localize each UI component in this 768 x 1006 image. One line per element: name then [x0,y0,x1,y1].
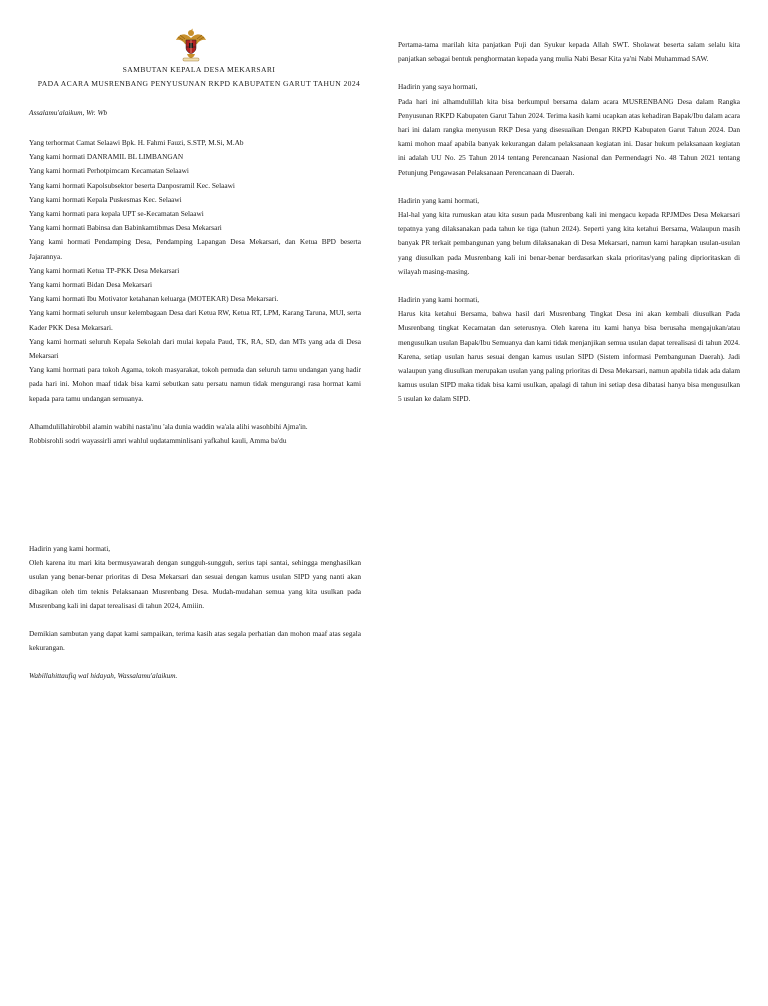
opening-salutation: Assalamu'alaikum, Wr. Wb [29,108,108,117]
section-heading: Hadirin yang kami hormati, [398,195,480,205]
paragraph-purpose: Pada hari ini alhamdulillah kita bisa berkumpul bersama dalam acara MUSRENBANG Desa dalam Rangka Penyusunan RKPD Kabupaten Garut Tahun 2024. Terima kasih kami ucapkan atas kehadiran Bapak/Ibu dalam acara hari ini dalam rangka menyusun RKP Desa yang disesuaikan Dengan RKPD Kabupaten Garut Tahun 2024. Dan kami mohon maaf apabila banyak kekurangan dalam pelaksanaan kegiatan ini. Dasar hukum pelaksanaan kegiatan ini adalah UU No. 25 Tahun 2014 tentang Perencanaan Nasional dan Permendagri No. 48 Tahun 2021 tentang Petunjung Pengawasan Pelaksanaan Perencanaan di Daerah. [398,96,740,177]
greeting-line: Yang terhormat Camat Selaawi Bpk. H. Fahmi Fauzi, S.STP, M.Si, M.Ab [29,138,244,147]
greeting-line: Yang kami hormati seluruh Kepala Sekolah dari mulai kepala Paud, TK, RA, SD, dan MTs yang ada di Desa Mekarsari [29,336,361,361]
paragraph-sipd: Harus kita ketahui Bersama, bahwa hasil dari Musrenbang Tingkat Desa ini akan kembali diusulkan Pada Musrenbang tingkat Kecamatan dan seterusnya. Oleh karena itu kami hanya bisa berusaha mengajukan/atau mengusulkan usulan Bapak/Ibu Semuanya dan kami tidak menjanjikan semua usulan dapat terealisasi di tahun 2024. Karena, setiap usulan harus sesuai dengan kamus usulan SIPD (Sistem informasi Pembangunan Daerah). Jadi walaupun yang diusulkan merupakan usulan yang paling prioritas di Desa Mekarsari, namun apabila tidak ada dalam kamus usulan SIPD maka tidak bisa kami usulkan, apalagi di tahun ini setiap desa dibatasi hanya bisa mengusulkan 5 usulan ke dalam SIPD. [398,309,740,404]
paragraph-closing: Demikian sambutan yang dapat kami sampaikan, terima kasih atas segala perhatian dan mohon maaf atas segala kekurangan. [29,629,361,653]
greetings-column [29,136,361,448]
greeting-line: Yang kami hormati Babinsa dan Babinkamtibmas Desa Mekarsari [29,223,222,233]
speech-body-left-bottom [29,542,361,684]
greeting-line: Yang kami hormati Kapolsubsektor beserta Danposramil Kec. Selaawi [29,180,235,190]
greeting-line: Yang kami hormati Pendamping Desa, Pendamping Lapangan Desa Mekarsari, dan Ketua BPD beserta Jajarannya. [29,237,361,261]
hamdalah-line: Robbisrohli sodri wayassirli amri wahlul uqdatamminlisani yafkahul kauli, Amma ba'du [29,436,287,446]
greeting-line: Yang kami hormati para kepala UPT se-Kecamatan Selaawi [29,209,204,219]
hamdalah-line: Alhamdulillahirobbil alamin wabihi nasta'inu 'ala dunia waddin wa'ala alihi wasohbihi Ajma'in. [29,421,308,431]
section-heading: Hadirin yang kami hormati, [398,295,480,305]
greeting-line: Yang kami hormati Ketua TP-PKK Desa Mekarsari [29,265,180,275]
greeting-line: Yang kami hormati Ibu Motivator ketahanan keluarga (MOTEKAR) Desa Mekarsari. [29,294,279,304]
document-title: SAMBUTAN KEPALA DESA MEKARSARI [122,65,276,74]
greeting-line: Yang kami hormati seluruh unsur kelembagaan Desa dari Ketua RW, Ketua RT, LPM, Karang Taruna, MUI, serta Kader PKK Desa Mekarsari. [29,308,361,332]
greeting-line: Yang kami hormati Kepala Puskesmas Kec. Selaawi [29,194,182,204]
greeting-line: Yang kami hormati Perhotpimcam Kecamatan Selaawi [29,166,189,176]
section-heading: Hadirin yang kami hormati, [29,544,111,553]
speech-body-right [398,38,740,421]
paragraph-rpjmdes: Hal-hal yang kita rumuskan atau kita susun pada Musrenbang kali ini mengacu kepada RPJMDes Desa Mekarsari tepatnya yang dilaksanakan pada tahun ke tiga (tahun 2024). Seperti yang kita ketahui Bersama, Walaupun masih banyak PR terkait pembangunan yang belum dilaksanakan di Desa Mekarsari, namun kami harapkan usulan-usulan yang diusulkan pada Musrenbang kali ini benar-benar berdasarkan skala prioritas/yang paling diprioritaskan di wilayah masing-masing. [398,210,740,276]
paragraph-opening: Pertama-tama marilah kita panjatkan Puji dan Syukur kepada Allah SWT. Sholawat beserta salam selalu kita panjatkan sebagai bentuk penghormatan kepada yang mulia Nabi Besar Kita ya'ni Nabi Muhammad SAW. [398,40,740,64]
section-heading: Hadirin yang saya hormati, [398,82,478,92]
paragraph-musyawarah: Oleh karena itu mari kita bermusyawarah dengan sungguh-sungguh, serius tapi santai, sehingga menghasilkan usulan yang benar-benar prioritas di Desa Mekarsari dan sesuai dengan kamus usulan SIPD yang nanti akan dibagikan oleh tim teknis Pelaksanaan Musrenbang Desa. Mudah-mudahan semua yang kita usulkan pada Musrenbang kali ini dapat terealisasi di tahun 2024, Amiiin. [29,558,361,610]
greeting-line: Yang kami hormati Bidan Desa Mekarsari [29,280,153,290]
closing-salutation: Wabillahittaufiq wal hidayah, Wassalamu'alaikum. [29,671,178,681]
garuda-emblem-icon [175,28,207,62]
greeting-line: Yang kami hormati para tokoh Agama, tokoh masyarakat, tokoh pemuda dan seluruh tamu undangan yang hadir pada hari ini. Mohon maaf tidak bisa kami sebutkan satu persatu namun tidak mengurangi rasa hormat kami kepada para tamu undangan semuanya. [29,365,361,403]
document-subtitle: PADA ACARA MUSRENBANG PENYUSUNAN RKPD KABUPATEN GARUT TAHUN 2024 [37,79,361,88]
greeting-line: Yang kami hormati DANRAMIL BL LIMBANGAN [29,152,184,162]
